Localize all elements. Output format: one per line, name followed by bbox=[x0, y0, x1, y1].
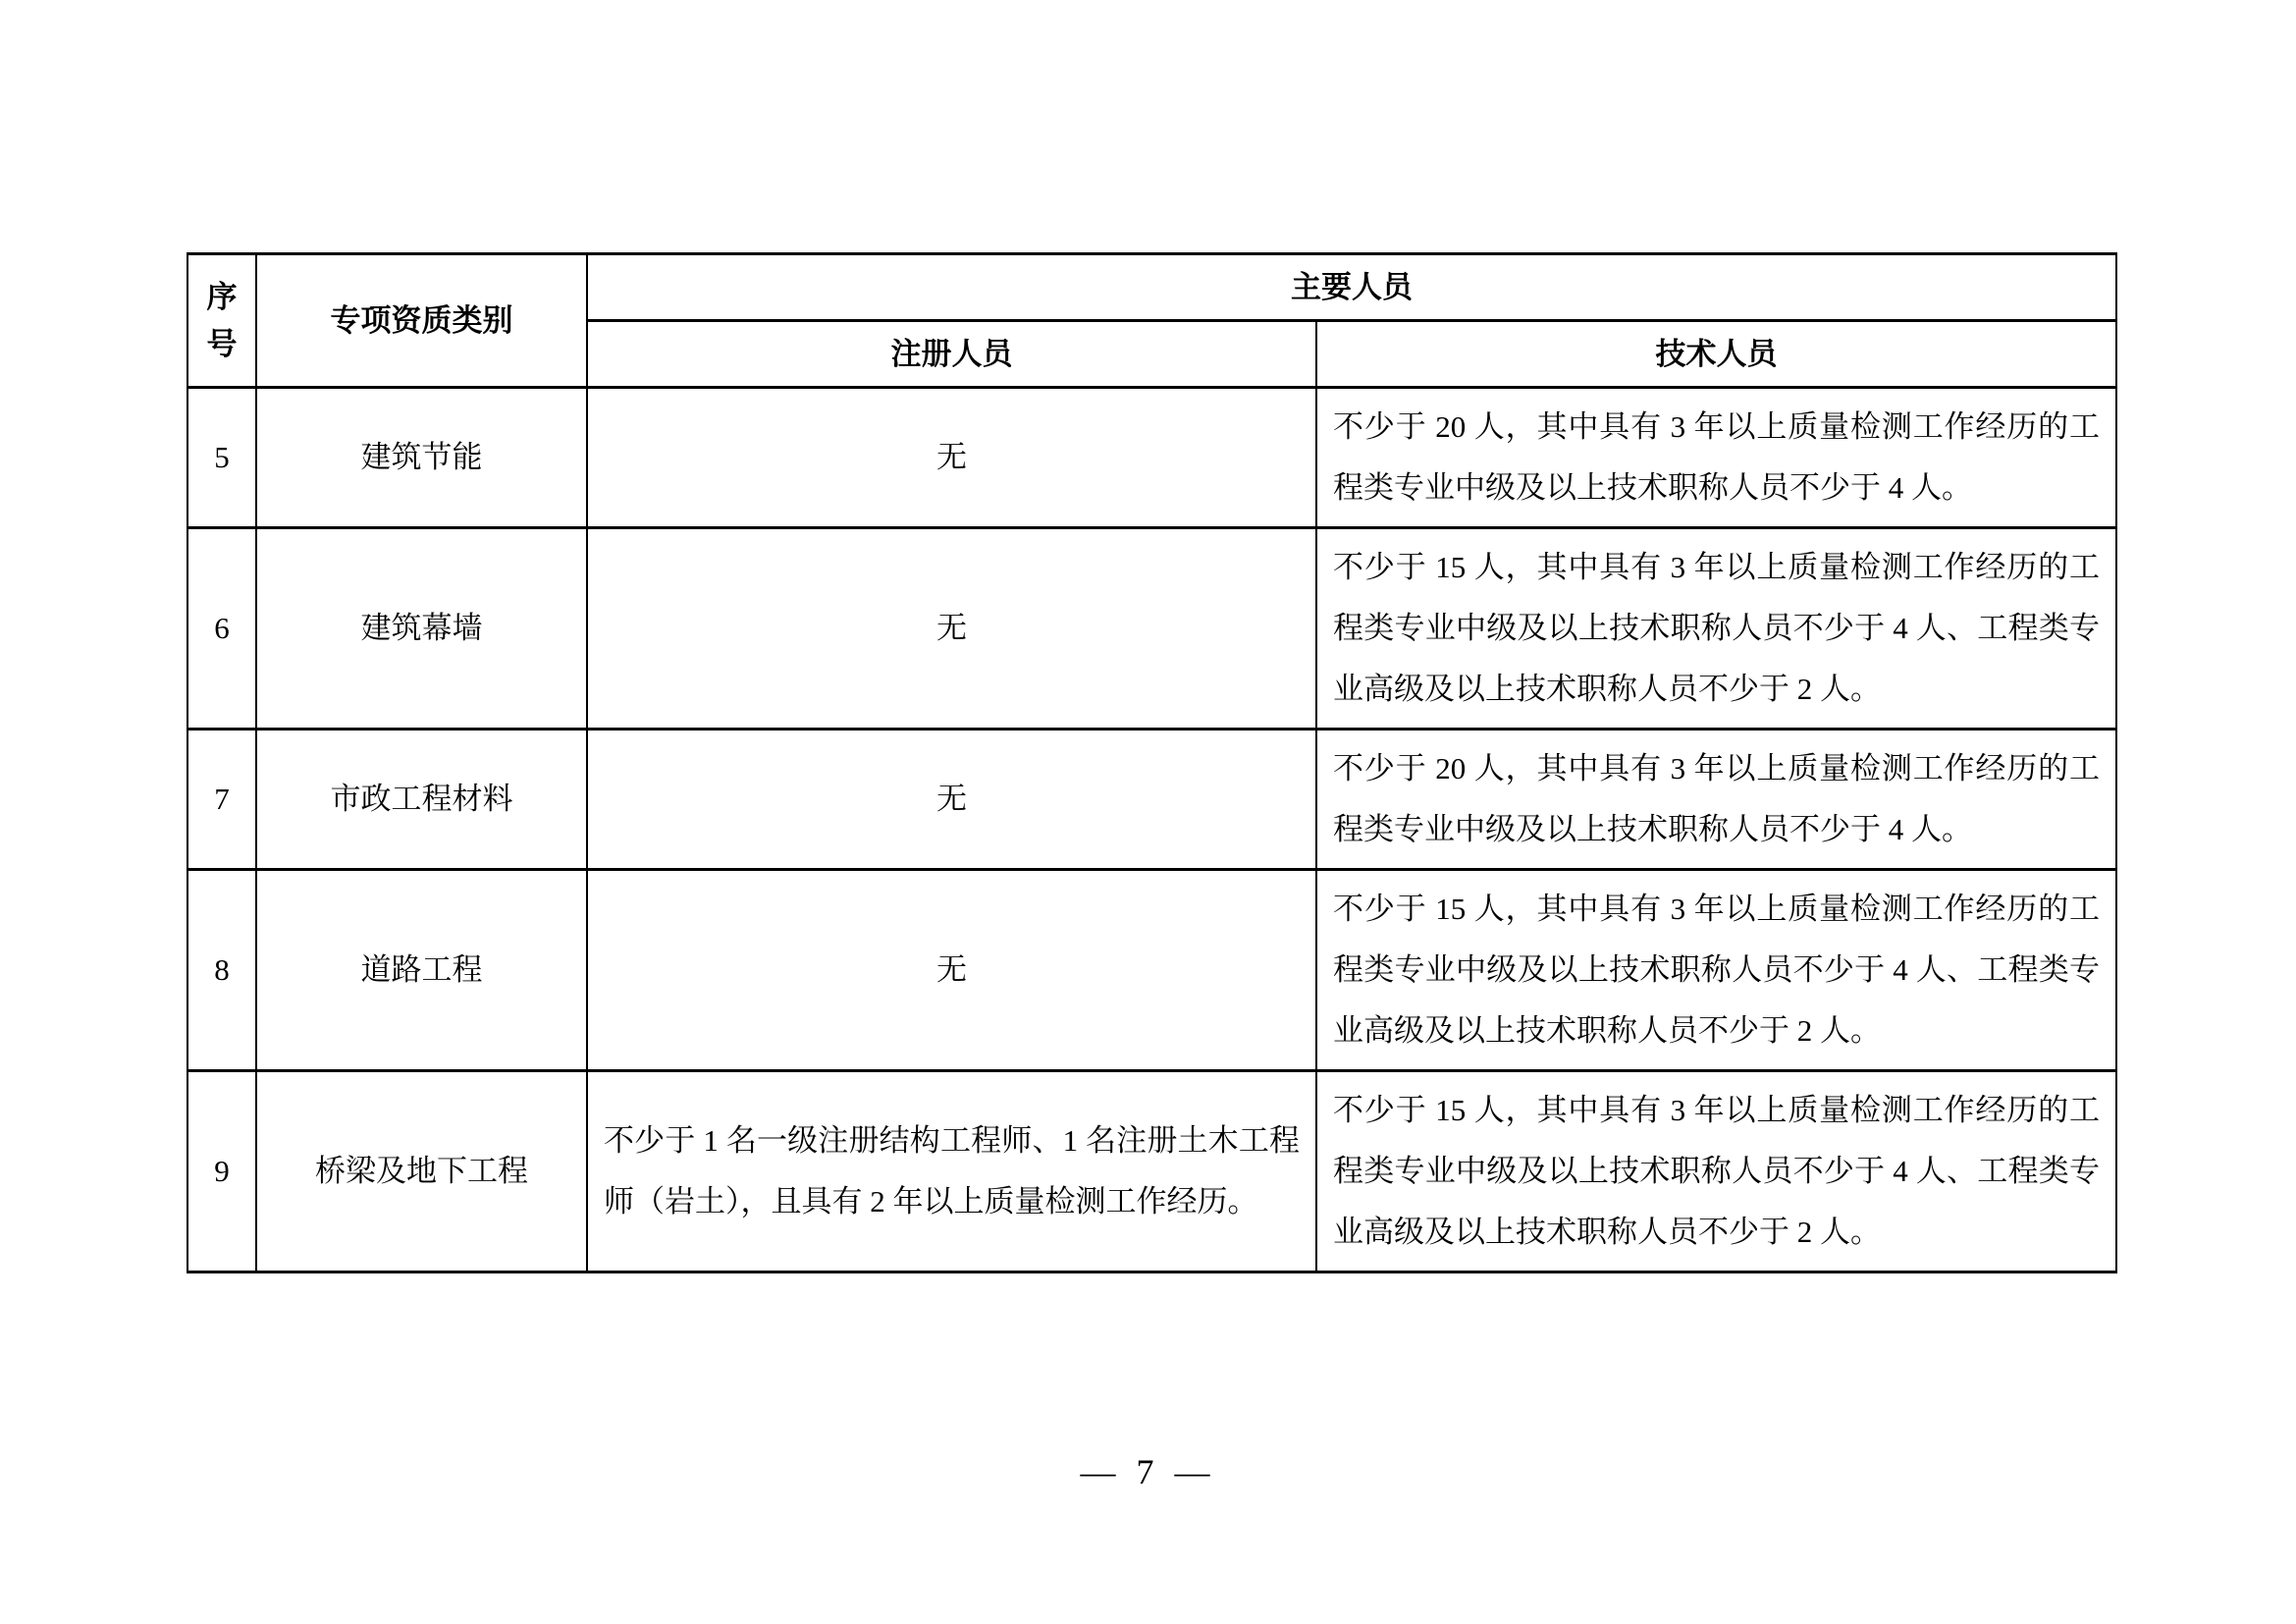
cell-index: 9 bbox=[187, 1071, 256, 1272]
cell-technical: 不少于 15 人，其中具有 3 年以上质量检测工作经历的工程类专业中级及以上技术职称人员不少于 4 人、工程类专业高级及以上技术职称人员不少于 2 人。 bbox=[1316, 1071, 2116, 1272]
cell-technical: 不少于 20 人，其中具有 3 年以上质量检测工作经历的工程类专业中级及以上技术职称人员不少于 4 人。 bbox=[1316, 730, 2116, 870]
cell-category: 桥梁及地下工程 bbox=[256, 1071, 587, 1272]
cell-technical: 不少于 15 人，其中具有 3 年以上质量检测工作经历的工程类专业中级及以上技术职称人员不少于 4 人、工程类专业高级及以上技术职称人员不少于 2 人。 bbox=[1316, 528, 2116, 730]
qualification-table bbox=[187, 252, 2117, 1273]
cell-category: 建筑幕墙 bbox=[256, 528, 587, 730]
cell-index: 6 bbox=[187, 528, 256, 730]
table-row bbox=[187, 870, 2116, 1071]
table-row bbox=[187, 528, 2116, 730]
page-number: — 7 — bbox=[1080, 1452, 1216, 1491]
cell-category: 道路工程 bbox=[256, 870, 587, 1071]
cell-registered: 无 bbox=[587, 528, 1316, 730]
header-category: 专项资质类别 bbox=[256, 254, 587, 388]
cell-index: 8 bbox=[187, 870, 256, 1071]
table-header-row-1 bbox=[187, 254, 2116, 321]
cell-category: 建筑节能 bbox=[256, 388, 587, 528]
cell-index: 5 bbox=[187, 388, 256, 528]
table-row bbox=[187, 730, 2116, 870]
header-registered: 注册人员 bbox=[587, 321, 1316, 388]
header-technical: 技术人员 bbox=[1316, 321, 2116, 388]
cell-registered: 不少于 1 名一级注册结构工程师、1 名注册土木工程师（岩土），且具有 2 年以上质量检测工作经历。 bbox=[587, 1071, 1316, 1272]
cell-registered: 无 bbox=[587, 388, 1316, 528]
cell-registered: 无 bbox=[587, 870, 1316, 1071]
cell-index: 7 bbox=[187, 730, 256, 870]
cell-category: 市政工程材料 bbox=[256, 730, 587, 870]
table-row bbox=[187, 388, 2116, 528]
table-row bbox=[187, 1071, 2116, 1272]
cell-technical: 不少于 15 人，其中具有 3 年以上质量检测工作经历的工程类专业中级及以上技术职称人员不少于 4 人、工程类专业高级及以上技术职称人员不少于 2 人。 bbox=[1316, 870, 2116, 1071]
cell-technical: 不少于 20 人，其中具有 3 年以上质量检测工作经历的工程类专业中级及以上技术职称人员不少于 4 人。 bbox=[1316, 388, 2116, 528]
header-main-personnel: 主要人员 bbox=[587, 254, 2116, 321]
header-index: 序 号 bbox=[187, 254, 256, 388]
cell-registered: 无 bbox=[587, 730, 1316, 870]
